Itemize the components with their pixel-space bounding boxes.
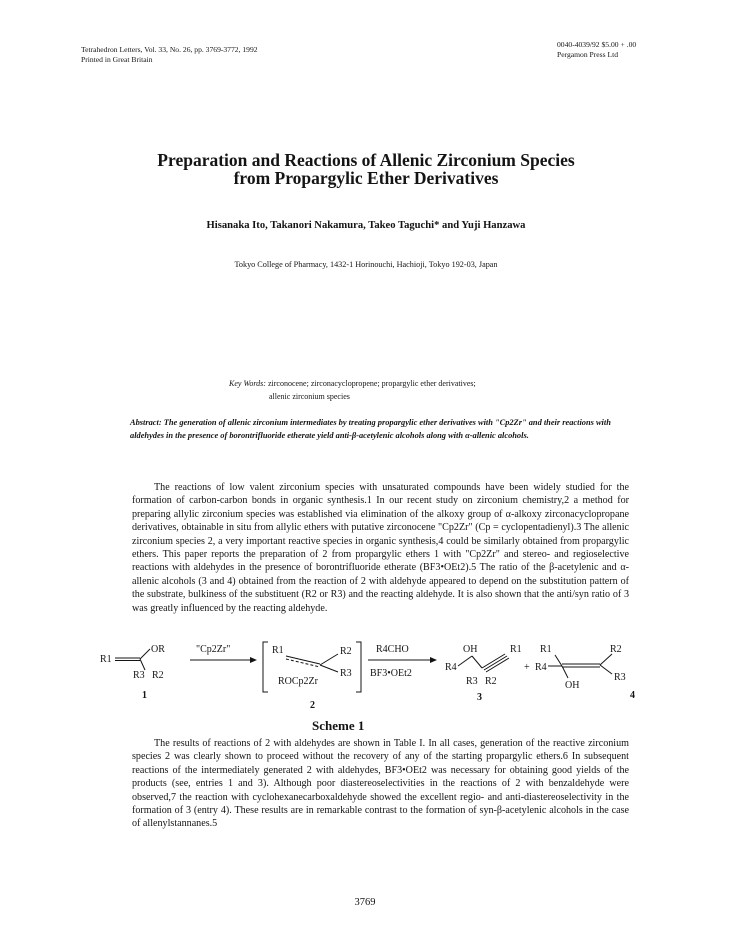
rocp2zr-label: ROCp2Zr [278, 676, 318, 687]
r4-label: R4 [535, 662, 547, 673]
keywords [229, 377, 539, 403]
r2-label: R2 [485, 676, 497, 687]
price-code: 0040-4039/92 $5.00 + .00 [557, 40, 637, 49]
affiliation: Tokyo College of Pharmacy, 1432-1 Horinouchi, Hachioji, Tokyo 192-03, Japan [234, 260, 498, 269]
printed-in: Printed in Great Britain [81, 55, 153, 64]
paragraph-text: The reactions of low valent zirconium species with unsaturated compounds have been widely studied for the formation of carbon-carbon bonds in organic synthesis.1 In our recent study on zirconium chemistry,2 a method for preparing allylic zirconium species was established via elimination of the alkoxy group of α-alkoxy zirconacyclopropane derivatives, obtainable in situ from allylic ethers with putative zirconocene "Cp2Zr" (Cp = cyclopentadienyl).3 The allenic zirconium species 2, a very important reactive species in organic synthesis,4 could be similarly obtained from propargylic ethers. This paper reports the preparation of 2 from propargylic ethers 1 with "Cp2Zr" and stereo- and regioselective reactions with aldehydes in the presence of borontrifluoride etherate (BF3•OEt2).5 The ratio of the β-acetylenic and α-allenic alcohols (3 and 4) obtained from the reaction of 2 with aldehyde appeared to depend on the substitution pattern of the substrate, bulkiness of the substituent (R2 or R3) and the reacting aldehyde. It is also shown that the anti/syn ratio of 3 was greatly influenced by the reacting aldehyde. [132, 482, 629, 614]
r1-label: R1 [100, 654, 112, 665]
compound-2-number: 2 [310, 700, 315, 711]
compound-3 [445, 644, 522, 703]
r3-label: R3 [466, 676, 478, 687]
abstract-text: The generation of allenic zirconium intermediates by treating propargylic ether derivatives with "Cp2Zr" and their reactions with aldehydes in the presence of borontrifluoride etherate yield anti-β-acetylenic alcohols along with α-allenic alcohols. [130, 418, 611, 440]
oh-label: OH [463, 644, 478, 655]
r3-label: R3 [614, 672, 626, 683]
publisher-name: Pergamon Press Ltd [557, 50, 619, 59]
plus-sign: + [524, 662, 530, 673]
article-title [60, 151, 672, 187]
r2-label: R2 [610, 644, 622, 655]
scheme-caption: Scheme 1 [312, 718, 365, 733]
r2-label: R2 [152, 670, 164, 681]
reaction-scheme [100, 640, 660, 740]
compound-1-number: 1 [142, 690, 147, 701]
compound-3-number: 3 [477, 692, 482, 703]
reagent-aldehyde: R4CHO [376, 644, 409, 655]
page-number: 3769 [354, 897, 376, 908]
reagent-cp2zr: "Cp2Zr" [196, 644, 231, 655]
oh-label: OH [565, 680, 580, 691]
journal-header [81, 45, 411, 65]
reagent-bf3: BF3•OEt2 [370, 668, 412, 679]
title-line-2: from Propargylic Ether Derivatives [233, 168, 499, 188]
body-paragraph-1 [132, 481, 629, 615]
publisher-header [557, 40, 717, 60]
keywords-line-1: zirconocene; zirconacyclopropene; propargylic ether derivatives; [267, 379, 476, 388]
r2-label: R2 [340, 646, 352, 657]
compound-4-number: 4 [630, 690, 635, 701]
author-list: Hisanaka Ito, Takanori Nakamura, Takeo Taguchi* and Yuji Hanzawa [206, 220, 526, 231]
r3-label: R3 [133, 670, 145, 681]
body-paragraph-2 [132, 737, 629, 831]
r3-label: R3 [340, 668, 352, 679]
r1-label: R1 [272, 645, 284, 656]
journal-citation: Tetrahedron Letters, Vol. 33, No. 26, pp. 3769-3772, 1992 [81, 45, 258, 54]
keywords-line-2: allenic zirconium species [269, 392, 350, 401]
r1-label: R1 [510, 644, 522, 655]
or-label: OR [151, 644, 165, 655]
r1-label: R1 [540, 644, 552, 655]
abstract [130, 417, 627, 443]
compound-4 [535, 644, 635, 701]
title-line-1: Preparation and Reactions of Allenic Zirconium Species [157, 150, 575, 170]
keywords-label: Key Words: [229, 379, 266, 388]
compound-1 [100, 644, 165, 701]
paragraph-text: The results of reactions of 2 with aldehydes are shown in Table I. In all cases, generation of the reactive zirconium species 2 was clearly shown to proceed without the recovery of any of the starting propargylic ethers.6 In subsequent reactions of the intermediately generated 2 with aldehydes, BF3•OEt2 was necessary for obtaining good yields of the products (see, entries 1 and 3). Although poor diastereoselectivities in the reactions of 2 with benzaldehyde were observed,7 the reaction with cyclohexanecarboxaldehyde showed the excellent regio- and anti-diastereoselectivity in the formation of 3 (entry 4). These results are in remarkable contrast to the formation of syn-β-acetylenic alcohols in the case of allenylstannanes.5 [132, 738, 629, 830]
compound-2 [263, 642, 361, 711]
r4-label: R4 [445, 662, 457, 673]
abstract-label: Abstract: [130, 418, 162, 427]
